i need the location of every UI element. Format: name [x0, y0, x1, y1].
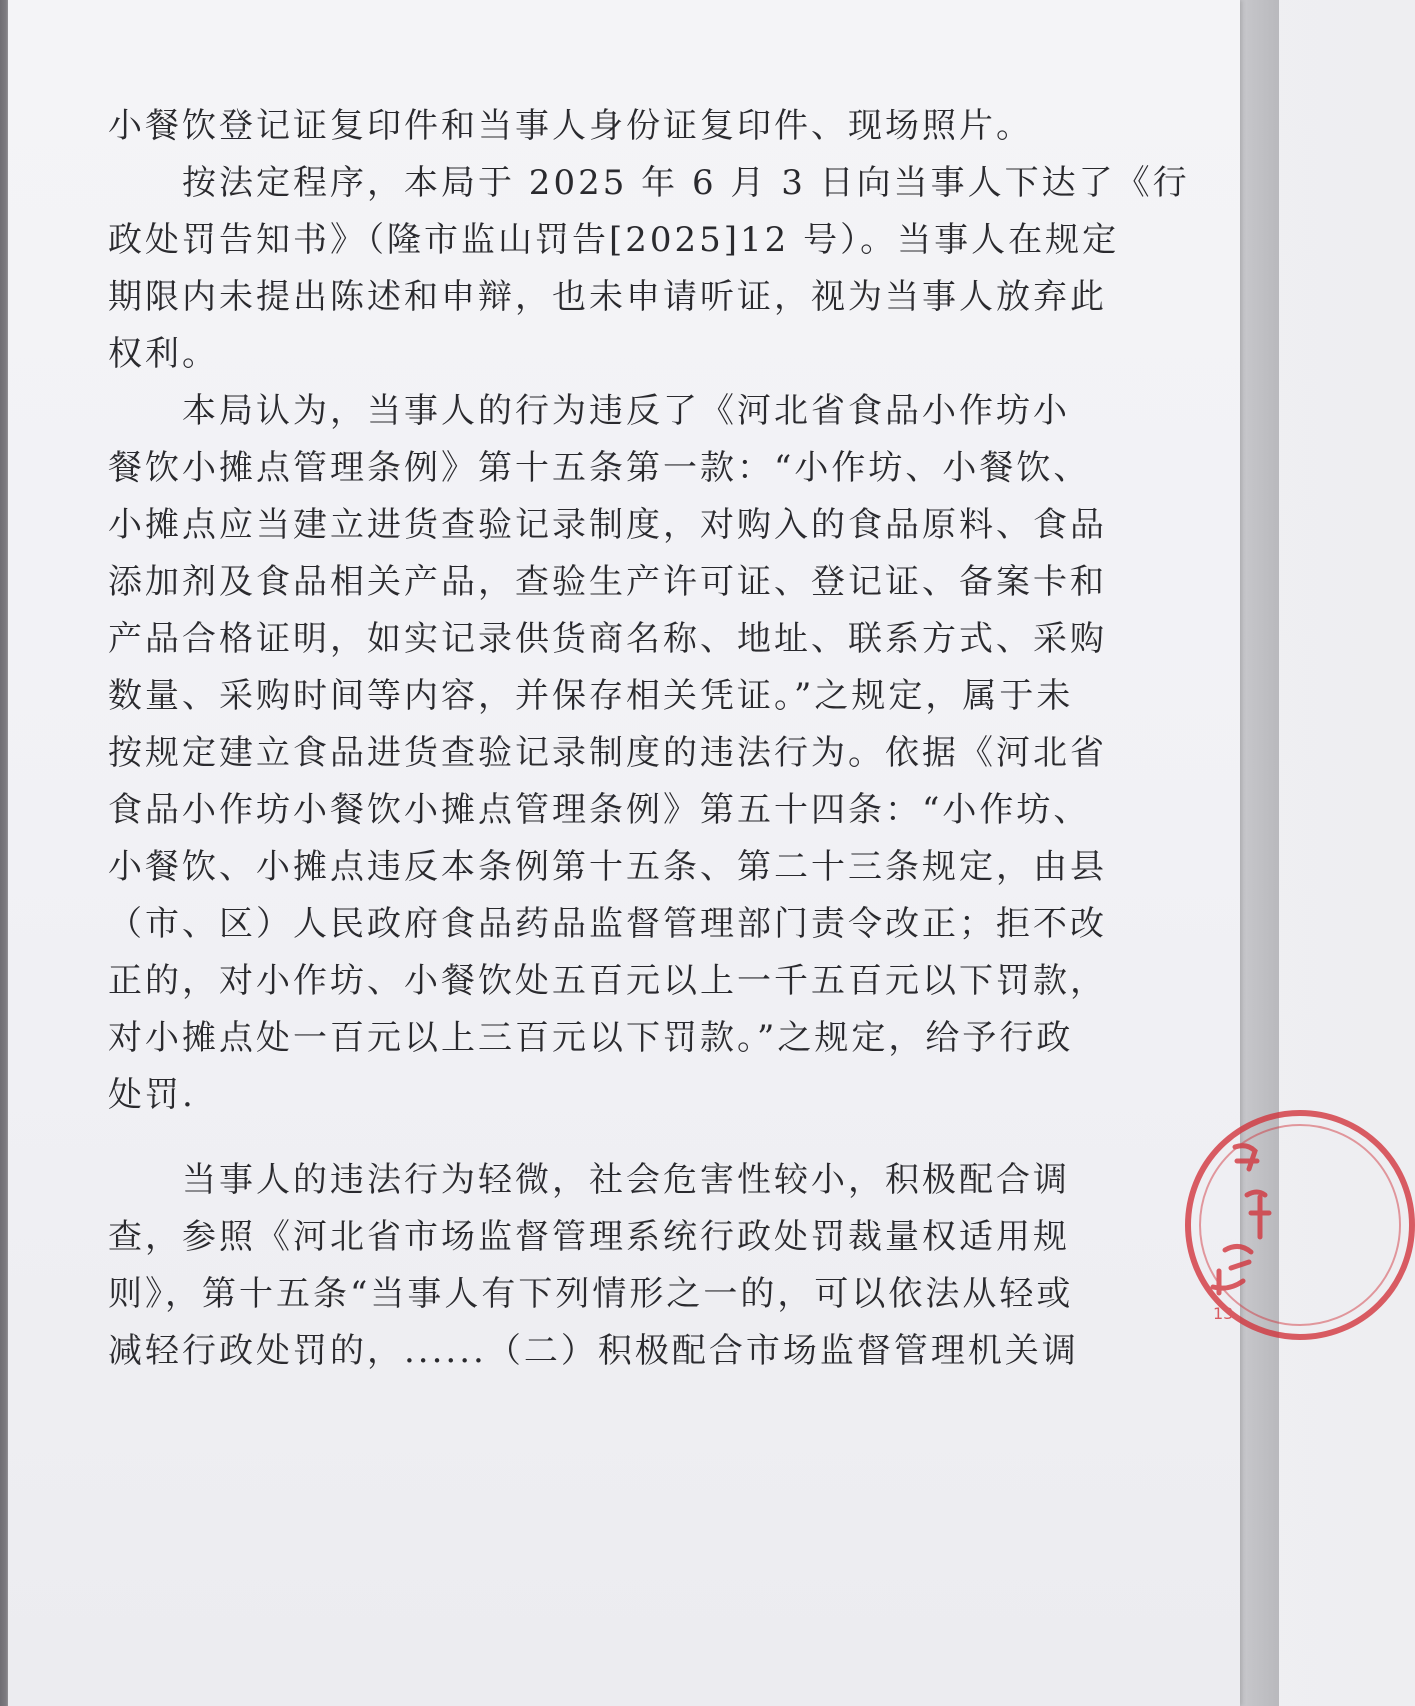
text-line: 处罚.	[108, 1075, 196, 1115]
document-body	[108, 98, 1190, 1380]
text-line: 权利。	[108, 334, 219, 374]
seal-number: 13	[1213, 1304, 1234, 1323]
document-page	[8, 0, 1240, 1706]
text-line: 小餐饮、小摊点违反本条例第十五条、第二十三条规定，由县	[108, 847, 1107, 887]
text-line: 对小摊点处一百元以上三百元以下罚款。”之规定，给予行政	[108, 1018, 1074, 1058]
text-line: 小摊点应当建立进货查验记录制度，对购入的食品原料、食品	[108, 505, 1107, 545]
text-line: 添加剂及食品相关产品，查验生产许可证、登记证、备案卡和	[108, 562, 1107, 602]
text-line: 按法定程序，本局于 2025 年 6 月 3 日向当事人下达了《行	[108, 163, 1190, 203]
text-line: 查，参照《河北省市场监督管理系统行政处罚裁量权适用规	[108, 1217, 1070, 1257]
text-line: 减轻行政处罚的，......（二）积极配合市场监督管理机关调	[108, 1331, 1079, 1371]
paragraph-gap	[108, 1124, 1073, 1152]
text-line: （市、区）人民政府食品药品监督管理部门责令改正；拒不改	[108, 904, 1107, 944]
text-line: 当事人的违法行为轻微，社会危害性较小，积极配合调	[108, 1160, 1070, 1200]
text-line: 数量、采购时间等内容，并保存相关凭证。”之规定，属于未	[108, 676, 1074, 716]
text-line: 餐饮小摊点管理条例》第十五条第一款：“小作坊、小餐饮、	[108, 448, 1091, 488]
text-line: 期限内未提出陈述和申辩，也未申请听证，视为当事人放弃此	[108, 277, 1107, 317]
text-line: 食品小作坊小餐饮小摊点管理条例》第五十四条：“小作坊、	[108, 790, 1091, 830]
text-line: 小餐饮登记证复印件和当事人身份证复印件、现场照片。	[108, 106, 1033, 146]
official-seal-stamp	[1175, 1075, 1415, 1375]
text-line: 产品合格证明，如实记录供货商名称、地址、联系方式、采购	[108, 619, 1107, 659]
text-line: 正的，对小作坊、小餐饮处五百元以上一千五百元以下罚款，	[108, 961, 1107, 1001]
text-line: 本局认为，当事人的行为违反了《河北省食品小作坊小	[108, 391, 1070, 431]
text-line: 政处罚告知书》（隆市监山罚告[2025]12 号）。当事人在规定	[108, 220, 1120, 260]
text-line: 按规定建立食品进货查验记录制度的违法行为。依据《河北省	[108, 733, 1107, 773]
text-line: 则》，第十五条“当事人有下列情形之一的，可以依法从轻或	[108, 1274, 1074, 1314]
